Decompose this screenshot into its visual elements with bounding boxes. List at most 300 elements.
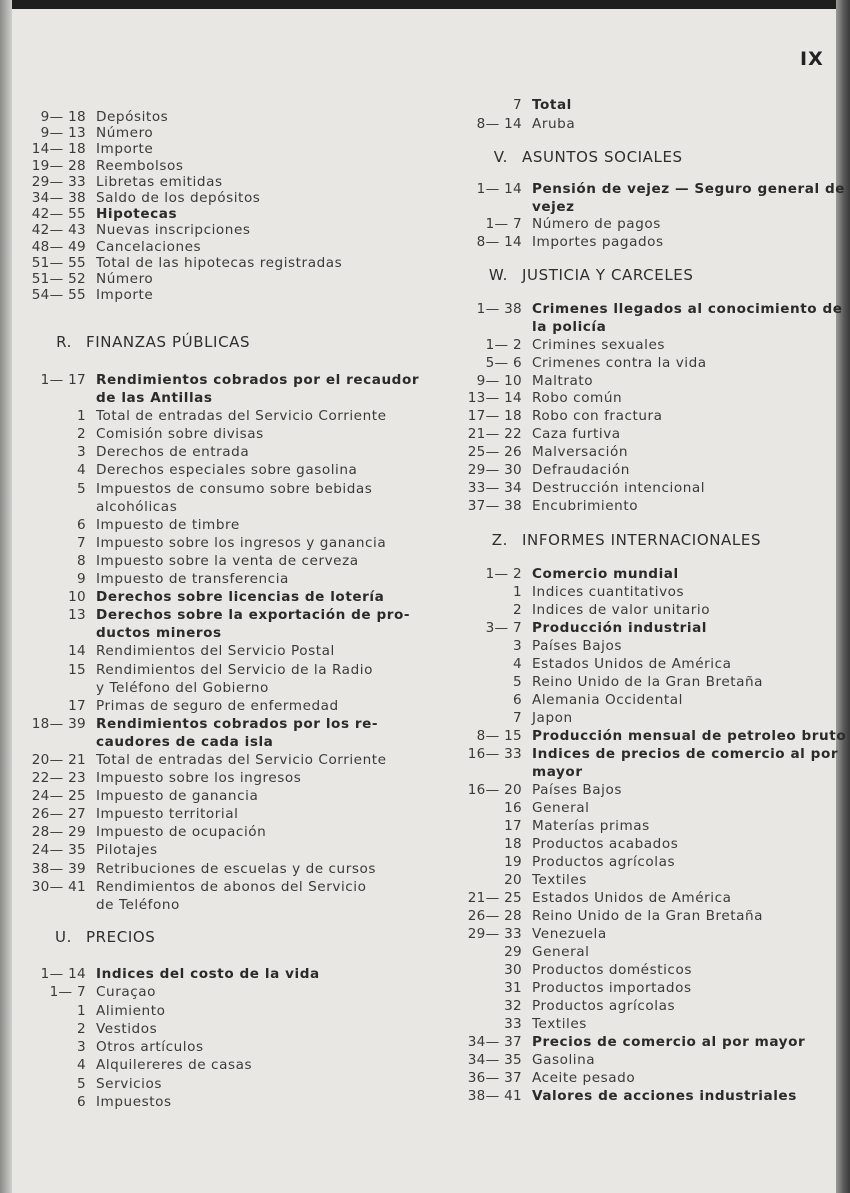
entry-title: Número de pagos	[532, 216, 661, 233]
index-entry	[464, 583, 846, 601]
table-number-range: 5	[513, 674, 522, 691]
entry-title: Número	[96, 270, 154, 287]
index-entry	[464, 637, 846, 655]
table-number-range: 3	[77, 1039, 86, 1056]
table-number-range: 48— 49	[31, 238, 86, 255]
entry-title: Alemania Occidental	[532, 692, 683, 709]
table-number-range: 3	[77, 444, 86, 461]
entry-title: Comisión sobre divisas	[96, 426, 264, 443]
entry-title: Curaçao	[96, 984, 156, 1001]
index-entry	[28, 222, 342, 238]
table-number-range: 8— 14	[476, 115, 522, 132]
section-title: INFORMES INTERNACIONALES	[522, 531, 762, 549]
table-number-range: 16	[504, 800, 522, 817]
section-letter: R.	[56, 333, 72, 351]
entry-title: Impuesto sobre los ingresos	[96, 770, 302, 787]
table-number-range	[28, 896, 96, 914]
table-number-range	[464, 319, 532, 337]
index-entry	[464, 1087, 846, 1105]
index-entry	[464, 234, 845, 252]
index-entry-continuation	[464, 199, 845, 217]
table-number-range: 1	[77, 1002, 86, 1019]
index-entry	[464, 390, 843, 408]
entry-title: Crimines sexuales	[532, 336, 666, 353]
entry-title: Importe	[96, 141, 154, 158]
index-entry	[464, 727, 846, 745]
index-entry	[464, 979, 846, 997]
entry-title: Producción industrial	[532, 620, 708, 637]
index-entry	[464, 601, 846, 619]
index-list	[464, 96, 575, 133]
entry-title: Reino Unido de la Gran Bretaña	[532, 674, 764, 691]
index-entry-continuation	[28, 896, 419, 914]
index-entry	[28, 606, 419, 624]
table-number-range: 24— 35	[31, 842, 86, 859]
index-entry-continuation	[464, 763, 846, 781]
index-entry	[464, 709, 846, 727]
table-number-range: 16— 33	[467, 746, 522, 763]
table-number-range: 16— 20	[467, 782, 522, 799]
index-list	[464, 565, 846, 1105]
section-letter: W.	[488, 266, 508, 284]
entry-title: Estados Unidos de América	[532, 890, 732, 907]
index-entry	[464, 355, 843, 373]
index-entry	[28, 1093, 320, 1111]
table-number-range: 9	[77, 571, 86, 588]
table-number-range	[28, 624, 96, 642]
index-entry	[28, 787, 419, 805]
index-list	[28, 965, 320, 1111]
scan-edge-top	[0, 0, 850, 9]
table-number-range: 7	[513, 710, 522, 727]
entry-title: Productos domésticos	[532, 962, 692, 979]
index-entry	[464, 301, 843, 319]
table-number-range: 2	[77, 1020, 86, 1037]
index-entry	[464, 373, 843, 391]
index-entry	[464, 655, 846, 673]
index-entry	[464, 817, 846, 835]
index-entry	[28, 715, 419, 733]
index-entry	[28, 190, 342, 206]
table-number-range	[28, 679, 96, 697]
page-number: IX	[800, 48, 824, 70]
table-number-range: 29— 30	[467, 462, 522, 479]
index-entry	[464, 961, 846, 979]
entry-title: Impuesto territorial	[96, 806, 239, 823]
table-number-range: 19	[504, 854, 522, 871]
entry-title: Comercio mundial	[532, 566, 679, 582]
index-entry	[28, 271, 342, 287]
index-entry	[464, 673, 846, 691]
entry-title: Precios de comercio al por mayor	[532, 1034, 806, 1051]
table-number-range: 2	[513, 602, 522, 619]
index-entry	[28, 588, 419, 606]
section-title: ASUNTOS SOCIALES	[522, 148, 683, 166]
index-entry	[28, 769, 419, 787]
entry-title: Derechos sobre licencias de lotería	[96, 589, 385, 606]
table-number-range: 7	[513, 97, 522, 113]
entry-title: de Teléfono	[96, 896, 180, 913]
index-entry-continuation	[28, 733, 419, 751]
table-number-range: 31	[504, 980, 522, 997]
index-entry	[464, 115, 575, 134]
table-number-range: 2	[77, 426, 86, 443]
index-entry	[28, 965, 320, 983]
table-number-range	[464, 199, 532, 217]
entry-title: Impuestos de consumo sobre bebidas	[96, 480, 373, 497]
table-number-range: 29	[504, 944, 522, 961]
table-number-range: 1— 38	[476, 301, 522, 317]
entry-title: Otros artículos	[96, 1039, 204, 1056]
entry-title: Alquilereres de casas	[96, 1057, 253, 1074]
entry-title: Indices de valor unitario	[532, 602, 711, 619]
scan-edge-left	[0, 0, 12, 1193]
table-number-range: 8— 15	[476, 728, 522, 745]
index-entry	[28, 141, 342, 157]
entry-title: Crimenes llegados al conocimiento de	[532, 301, 843, 317]
entry-title: Productos agrícolas	[532, 998, 676, 1015]
entry-title: Productos importados	[532, 980, 692, 997]
index-entry	[464, 462, 843, 480]
entry-title: Rendimientos cobrados por el recaudor	[96, 372, 420, 388]
table-number-range: 51— 52	[31, 270, 86, 287]
table-number-range	[464, 763, 532, 781]
section-title: JUSTICIA Y CARCELES	[522, 266, 694, 284]
entry-title: Pensión de vejez — Seguro general de	[532, 181, 846, 197]
entry-title: mayor	[532, 764, 583, 781]
entry-title: Total de entradas del Servicio Corriente	[96, 751, 387, 768]
index-entry	[464, 181, 845, 199]
entry-title: y Teléfono del Gobierno	[96, 679, 269, 696]
entry-title: ductos mineros	[96, 625, 222, 642]
index-entry	[28, 206, 342, 222]
entry-title: Países Bajos	[532, 782, 622, 799]
entry-title: Destrucción intencional	[532, 479, 706, 496]
entry-title: Rendimientos del Servicio de la Radio	[96, 661, 373, 678]
entry-title: Caza furtiva	[532, 426, 621, 443]
table-number-range: 29— 33	[31, 173, 86, 190]
table-number-range: 6	[77, 516, 86, 533]
index-entry	[464, 408, 843, 426]
index-entry-continuation	[28, 389, 419, 407]
index-entry	[28, 878, 419, 896]
index-entry	[28, 255, 342, 271]
section-heading	[478, 531, 761, 549]
index-entry-continuation	[28, 498, 419, 516]
entry-title: General	[532, 944, 590, 961]
index-entry	[28, 751, 419, 769]
table-number-range: 26— 28	[467, 908, 522, 925]
table-number-range: 1— 14	[40, 966, 86, 982]
section-letter: U.	[55, 928, 72, 946]
entry-title: Gasolina	[532, 1052, 596, 1069]
entry-title: Impuestos	[96, 1094, 172, 1111]
index-entry	[464, 1033, 846, 1051]
entry-title: Número	[96, 125, 154, 142]
table-number-range: 17	[68, 697, 86, 714]
index-entry	[28, 1020, 320, 1038]
table-number-range: 42— 55	[31, 206, 86, 223]
index-entry	[28, 983, 320, 1001]
table-number-range: 4	[513, 656, 522, 673]
section-heading	[42, 928, 155, 946]
table-number-range: 13— 14	[467, 390, 522, 407]
table-number-range: 5	[77, 480, 86, 497]
index-entry	[28, 570, 419, 588]
table-number-range: 19— 28	[31, 157, 86, 174]
entry-title: Materías primas	[532, 818, 650, 835]
table-number-range: 37— 38	[467, 497, 522, 514]
table-number-range: 14	[68, 643, 86, 660]
index-entry	[28, 371, 419, 389]
entry-title: Impuesto de transferencia	[96, 571, 289, 588]
index-entry	[464, 889, 846, 907]
table-number-range: 34— 35	[467, 1052, 522, 1069]
index-entry	[28, 661, 419, 679]
table-number-range: 9— 10	[476, 372, 522, 389]
index-entry	[464, 799, 846, 817]
index-entry	[28, 443, 419, 461]
table-number-range	[28, 733, 96, 751]
table-number-range: 30— 41	[31, 878, 86, 895]
index-entry	[464, 498, 843, 516]
table-number-range: 1— 7	[485, 216, 522, 233]
section-heading	[42, 333, 250, 351]
index-list	[28, 109, 342, 303]
entry-title: General	[532, 800, 590, 817]
entry-title: Saldo de los depósitos	[96, 189, 261, 206]
table-number-range: 33— 34	[467, 479, 522, 496]
entry-title: Derechos especiales sobre gasolina	[96, 462, 358, 479]
index-list	[464, 301, 843, 516]
table-number-range: 3	[513, 638, 522, 655]
entry-title: Pilotajes	[96, 842, 158, 859]
table-number-range: 5	[77, 1075, 86, 1092]
table-number-range: 51— 55	[31, 254, 86, 271]
table-number-range: 26— 27	[31, 806, 86, 823]
index-entry	[28, 805, 419, 823]
index-entry	[28, 1056, 320, 1074]
index-entry	[28, 158, 342, 174]
entry-title: Alimiento	[96, 1002, 166, 1019]
index-entry	[464, 871, 846, 889]
index-entry	[464, 96, 575, 115]
index-entry	[28, 534, 419, 552]
table-number-range: 20	[504, 872, 522, 889]
table-number-range: 21— 22	[467, 426, 522, 443]
entry-title: Malversación	[532, 444, 629, 461]
table-number-range: 14— 18	[31, 141, 86, 158]
table-number-range: 10	[68, 589, 86, 606]
table-number-range: 38— 39	[31, 860, 86, 877]
table-number-range	[28, 389, 96, 407]
index-entry	[28, 516, 419, 534]
entry-title: Aceite pesado	[532, 1070, 636, 1087]
entry-title: Aruba	[532, 115, 576, 132]
table-number-range: 1	[513, 584, 522, 601]
entry-title: la policía	[532, 318, 607, 335]
index-entry	[28, 407, 419, 425]
entry-title: Estados Unidos de América	[532, 656, 732, 673]
index-entry	[28, 174, 342, 190]
table-number-range: 17	[504, 818, 522, 835]
table-number-range: 1	[77, 408, 86, 425]
index-entry	[464, 907, 846, 925]
entry-title: Importe	[96, 287, 154, 304]
entry-title: vejez	[532, 198, 575, 215]
index-entry	[464, 426, 843, 444]
index-entry	[28, 552, 419, 570]
table-number-range: 17— 18	[467, 408, 522, 425]
index-entry	[28, 425, 419, 443]
entry-title: Importes pagados	[532, 234, 664, 251]
table-number-range: 18— 39	[31, 715, 86, 732]
table-number-range: 7	[77, 534, 86, 551]
entry-title: Indices de precios de comercio al por	[532, 746, 839, 763]
table-number-range: 4	[77, 462, 86, 479]
index-entry	[464, 444, 843, 462]
table-number-range: 34— 37	[467, 1034, 522, 1051]
table-number-range: 32	[504, 998, 522, 1015]
section-letter: Z.	[491, 531, 508, 549]
entry-title: Libretas emitidas	[96, 173, 223, 190]
index-entry	[464, 691, 846, 709]
entry-title: Maltrato	[532, 372, 594, 389]
index-entry-continuation	[28, 679, 419, 697]
entry-title: Rendimientos del Servicio Postal	[96, 643, 335, 660]
index-entry	[464, 1069, 846, 1087]
entry-title: Robo con fractura	[532, 408, 663, 425]
entry-title: de las Antillas	[96, 390, 213, 407]
entry-title: Reembolsos	[96, 157, 184, 174]
table-number-range: 34— 38	[31, 189, 86, 206]
entry-title: Defraudación	[532, 462, 630, 479]
table-number-range: 5— 6	[485, 354, 522, 371]
index-entry	[464, 853, 846, 871]
index-entry	[464, 925, 846, 943]
index-entry	[464, 619, 846, 637]
entry-title: Impuesto de ocupación	[96, 824, 267, 841]
section-title: FINANZAS PÚBLICAS	[86, 333, 251, 351]
entry-title: Encubrimiento	[532, 497, 639, 514]
section-heading	[478, 266, 694, 284]
entry-title: Depósitos	[96, 109, 169, 125]
entry-title: Derechos sobre la exportación de pro-	[96, 607, 411, 624]
index-entry	[464, 480, 843, 498]
entry-title: Impuesto de ganancia	[96, 788, 259, 805]
table-number-range: 1— 2	[485, 566, 522, 582]
table-number-range: 6	[77, 1094, 86, 1111]
table-number-range: 8	[77, 552, 86, 569]
table-number-range: 29— 33	[467, 926, 522, 943]
entry-title: Primas de seguro de enfermedad	[96, 697, 339, 714]
entry-title: Hipotecas	[96, 206, 178, 223]
table-number-range: 28— 29	[31, 824, 86, 841]
entry-title: Rendimientos cobrados por los re-	[96, 715, 379, 732]
entry-title: Nuevas inscripciones	[96, 222, 251, 239]
table-number-range: 30	[504, 962, 522, 979]
table-number-range: 9— 13	[40, 125, 86, 142]
index-entry	[464, 337, 843, 355]
table-number-range: 3— 7	[485, 620, 522, 637]
entry-title: Impuesto de timbre	[96, 516, 240, 533]
index-entry	[28, 642, 419, 660]
entry-title: Países Bajos	[532, 638, 622, 655]
index-entry	[28, 697, 419, 715]
index-entry	[28, 860, 419, 878]
entry-title: Vestidos	[96, 1020, 158, 1037]
index-entry	[464, 1015, 846, 1033]
index-entry	[464, 745, 846, 763]
index-entry	[28, 461, 419, 479]
table-number-range: 21— 25	[467, 890, 522, 907]
index-entry	[464, 216, 845, 234]
entry-title: Cancelaciones	[96, 238, 202, 255]
table-number-range: 1— 7	[49, 984, 86, 1001]
entry-title: Retribuciones de escuelas y de cursos	[96, 860, 376, 877]
section-heading	[478, 148, 683, 166]
table-number-range: 38— 41	[467, 1088, 522, 1105]
index-entry	[28, 480, 419, 498]
table-number-range: 24— 25	[31, 788, 86, 805]
section-letter: V.	[493, 148, 508, 166]
entry-title: Total	[532, 97, 572, 113]
entry-title: Producción mensual de petroleo bruto	[532, 728, 847, 745]
index-entry	[464, 781, 846, 799]
table-number-range: 15	[68, 661, 86, 678]
table-number-range: 1— 2	[485, 336, 522, 353]
index-entry	[28, 823, 419, 841]
entry-title: Total de entradas del Servicio Corriente	[96, 408, 387, 425]
entry-title: Indices del costo de la vida	[96, 966, 320, 982]
table-number-range: 25— 26	[467, 444, 522, 461]
entry-title: Valores de acciones industriales	[532, 1088, 797, 1105]
table-number-range: 36— 37	[467, 1070, 522, 1087]
entry-title: Impuesto sobre los ingresos y ganancia	[96, 534, 387, 551]
index-entry	[28, 1075, 320, 1093]
table-number-range: 6	[513, 692, 522, 709]
index-entry	[464, 835, 846, 853]
index-entry	[28, 841, 419, 859]
table-number-range: 54— 55	[31, 287, 86, 304]
entry-title: Indices cuantitativos	[532, 584, 685, 601]
table-number-range: 18	[504, 836, 522, 853]
entry-title: Productos acabados	[532, 836, 679, 853]
entry-title: Textiles	[532, 1016, 587, 1033]
entry-title: Reino Unido de la Gran Bretaña	[532, 908, 764, 925]
table-number-range: 42— 43	[31, 222, 86, 239]
index-entry	[464, 943, 846, 961]
table-number-range: 8— 14	[476, 234, 522, 251]
entry-title: Robo común	[532, 390, 623, 407]
index-entry	[28, 287, 342, 303]
index-entry	[464, 1051, 846, 1069]
index-entry	[28, 125, 342, 141]
table-number-range: 13	[68, 607, 86, 624]
index-entry	[28, 239, 342, 255]
section-title: PRECIOS	[86, 928, 156, 946]
index-entry	[28, 109, 342, 125]
entry-title: Productos agrícolas	[532, 854, 676, 871]
entry-title: Impuesto sobre la venta de cerveza	[96, 552, 359, 569]
table-number-range: 9— 18	[40, 109, 86, 125]
table-number-range: 1— 17	[40, 372, 86, 388]
entry-title: Servicios	[96, 1075, 163, 1092]
table-number-range: 4	[77, 1057, 86, 1074]
entry-title: Venezuela	[532, 926, 607, 943]
entry-title: Rendimientos de abonos del Servicio	[96, 878, 367, 895]
entry-title: Total de las hipotecas registradas	[96, 254, 343, 271]
